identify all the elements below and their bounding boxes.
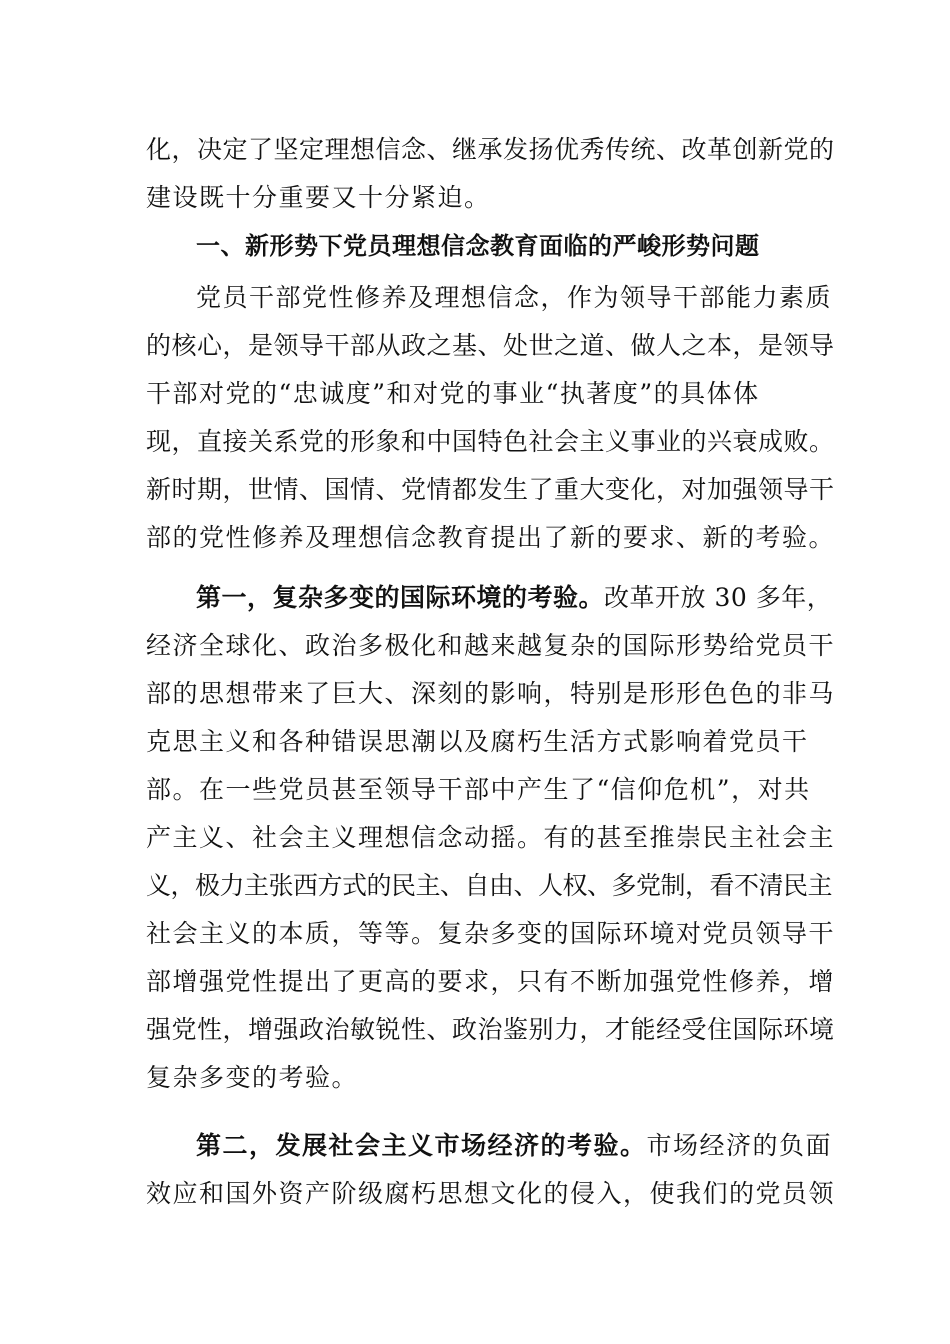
text-line: 化，决定了坚定理想信念、继承发扬优秀传统、改革创新党的 — [146, 135, 835, 164]
text-line: 义，极力主张西方式的民主、自由、人权、多党制，看不清民主 — [146, 871, 833, 900]
paragraph-intro — [146, 126, 836, 222]
section-heading-block — [146, 222, 836, 270]
paragraph-lead-rest: 改革开放 30 多年， — [604, 583, 833, 612]
paragraph-lead-bold: 第一，复杂多变的国际环境的考验。 — [196, 583, 605, 612]
text-line: 强党性，增强政治敏锐性、政治鉴别力，才能经受住国际环境 — [146, 1015, 835, 1044]
section-heading: 一、新形势下党员理想信念教育面临的严峻形势问题 — [196, 232, 760, 260]
text-line: 效应和国外资产阶级腐朽思想文化的侵入，使我们的党员领 — [146, 1179, 836, 1208]
paragraph-lead-rest: 市场经济的负面 — [646, 1131, 833, 1160]
paragraph-2 — [146, 574, 836, 1102]
paragraph-3 — [146, 1122, 836, 1218]
text-line: 党员干部党性修养及理想信念，作为领导干部能力素质 — [196, 283, 833, 312]
text-line: 经济全球化、政治多极化和越来越复杂的国际形势给党员干 — [146, 631, 836, 660]
text-line: 克思主义和各种错误思潮以及腐朽生活方式影响着党员干 — [146, 727, 809, 756]
text-line: 建设既十分重要又十分紧迫。 — [146, 183, 491, 212]
text-line — [146, 574, 836, 622]
text-line: 部的思想带来了巨大、深刻的影响，特别是形形色色的非马 — [146, 679, 836, 708]
paragraph-1 — [146, 274, 836, 562]
text-line: 部的党性修养及理想信念教育提出了新的要求、新的考验。 — [146, 523, 836, 552]
text-line: 的核心，是领导干部从政之基、处世之道、做人之本，是领导 — [146, 331, 835, 360]
paragraph-lead-bold: 第二，发展社会主义市场经济的考验。 — [196, 1131, 647, 1160]
text-line: 部。在一些党员甚至领导干部中产生了“信仰危机”，对共 — [146, 775, 811, 804]
text-line: 现，直接关系党的形象和中国特色社会主义事业的兴衰成败。 — [146, 427, 835, 456]
text-line: 产主义、社会主义理想信念动摇。有的甚至推崇民主社会主 — [146, 823, 836, 852]
text-line: 部增强党性提出了更高的要求，只有不断加强党性修养，增 — [146, 967, 836, 996]
text-line: 新时期，世情、国情、党情都发生了重大变化，对加强领导干 — [146, 475, 835, 504]
text-line — [146, 1122, 836, 1170]
text-line: 复杂多变的考验。 — [146, 1063, 359, 1092]
text-line: 干部对党的“忠诚度”和对党的事业“执著度”的具体体 — [146, 379, 760, 408]
text-line: 社会主义的本质，等等。复杂多变的国际环境对党员领导干 — [146, 919, 836, 948]
